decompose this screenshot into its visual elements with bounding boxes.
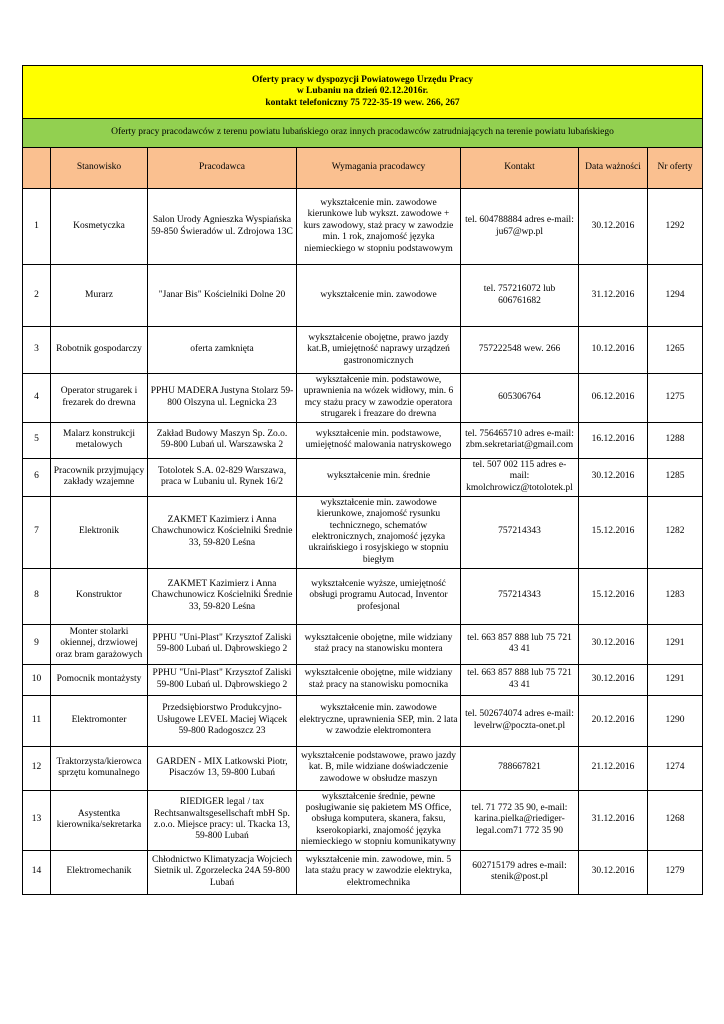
cell-kontakt: tel. 507 002 115 adres e-mail: kmolchrowicz@totolotek.pl: [461, 458, 579, 496]
cell-kontakt: tel. 604788884 adres e-mail: ju67@wp.pl: [461, 189, 579, 265]
cell-wymagania: wykształcenie min. podstawowe, uprawnienia na wózek widłowy, min. 6 mcy stażu pracy w zawodzie operatora strugarek i freazare do drewna: [297, 374, 461, 423]
cell-lp: 6: [23, 458, 51, 496]
column-header-wymagania: Wymagania pracodawcy: [297, 148, 461, 189]
cell-nr-oferty: 1274: [648, 746, 703, 790]
cell-stanowisko: Robotnik gospodarczy: [51, 327, 148, 374]
cell-stanowisko: Murarz: [51, 265, 148, 327]
cell-pracodawca: ZAKMET Kazimierz i Anna Chawchunowicz Kościelniki Średnie 33, 59-820 Leśna: [148, 496, 297, 568]
cell-pracodawca: Zakład Budowy Maszyn Sp. Zo.o. 59-800 Lubań ul. Warszawska 2: [148, 422, 297, 458]
cell-lp: 2: [23, 265, 51, 327]
cell-data-waznosci: 30.12.2016: [579, 664, 648, 695]
cell-stanowisko: Pomocnik montażysty: [51, 664, 148, 695]
cell-nr-oferty: 1294: [648, 265, 703, 327]
cell-nr-oferty: 1285: [648, 458, 703, 496]
cell-nr-oferty: 1275: [648, 374, 703, 423]
cell-pracodawca: RIEDIGER legal / tax Rechtsanwaltsgesellschaft mbH Sp. z.o.o. Miejsce pracy: ul. Tkacka 13, 59-800 Lubań: [148, 790, 297, 850]
table-row: [23, 422, 703, 458]
cell-stanowisko: Monter stolarki okiennej, drzwiowej oraz bram garażowych: [51, 624, 148, 664]
cell-data-waznosci: 06.12.2016: [579, 374, 648, 423]
cell-kontakt: 757222548 wew. 266: [461, 327, 579, 374]
cell-pracodawca: Totolotek S.A. 02-829 Warszawa, praca w Lubaniu ul. Rynek 16/2: [148, 458, 297, 496]
cell-data-waznosci: 31.12.2016: [579, 790, 648, 850]
cell-nr-oferty: 1292: [648, 189, 703, 265]
cell-lp: 14: [23, 850, 51, 894]
cell-lp: 11: [23, 695, 51, 746]
cell-wymagania: wykształcenie min. zawodowe elektryczne, uprawnienia SEP, min. 2 lata w zawodzie elektromontera: [297, 695, 461, 746]
cell-pracodawca: Salon Urody Agnieszka Wyspiańska 59-850 Świeradów ul. Zdrojowa 13C: [148, 189, 297, 265]
cell-stanowisko: Traktorzysta/kierowca sprzętu komunalnego: [51, 746, 148, 790]
cell-data-waznosci: 15.12.2016: [579, 568, 648, 624]
column-header-kontakt: Kontakt: [461, 148, 579, 189]
cell-nr-oferty: 1288: [648, 422, 703, 458]
cell-wymagania: wykształcenie podstawowe, prawo jazdy kat. B, mile widziane doświadczenie zawodowe w obsłudze maszyn: [297, 746, 461, 790]
cell-stanowisko: Kosmetyczka: [51, 189, 148, 265]
cell-lp: 8: [23, 568, 51, 624]
title-line-2: w Lubaniu na dzień 02.12.2016r.: [296, 86, 429, 97]
table-row: [23, 374, 703, 423]
table-row: [23, 327, 703, 374]
cell-data-waznosci: 30.12.2016: [579, 189, 648, 265]
title-line-1: Oferty pracy w dyspozycji Powiatowego Urzędu Pracy: [251, 74, 474, 85]
cell-data-waznosci: 31.12.2016: [579, 265, 648, 327]
cell-wymagania: wykształcenie min. zawodowe kierunkowe, znajomość rysunku technicznego, schematów elektronicznych, znajomość języka ukraińskiego i rosyjskiego w stopniu biegłym: [297, 496, 461, 568]
cell-lp: 5: [23, 422, 51, 458]
column-header-data: Data ważności: [579, 148, 648, 189]
cell-wymagania: wykształcenie obojętne, prawo jazdy kat.B, umiejętność naprawy urządzeń gastronomicznych: [297, 327, 461, 374]
document-title: [23, 66, 703, 119]
column-header-pracodawca: Pracodawca: [148, 148, 297, 189]
cell-wymagania: wykształcenie min. średnie: [297, 458, 461, 496]
cell-nr-oferty: 1265: [648, 327, 703, 374]
cell-lp: 7: [23, 496, 51, 568]
cell-data-waznosci: 30.12.2016: [579, 624, 648, 664]
column-header-lp: [23, 148, 51, 189]
cell-pracodawca: ZAKMET Kazimierz i Anna Chawchunowicz Kościelniki Średnie 33, 59-820 Leśna: [148, 568, 297, 624]
cell-kontakt: 605306764: [461, 374, 579, 423]
cell-nr-oferty: 1291: [648, 624, 703, 664]
cell-kontakt: 602715179 adres e-mail: stenik@post.pl: [461, 850, 579, 894]
cell-kontakt: tel. 663 857 888 lub 75 721 43 41: [461, 624, 579, 664]
table-row: [23, 664, 703, 695]
cell-nr-oferty: 1279: [648, 850, 703, 894]
cell-kontakt: tel. 502674074 adres e-mail: levelrw@poczta-onet.pl: [461, 695, 579, 746]
document-subtitle: Oferty pracy pracodawców z terenu powiatu lubańskiego oraz innych pracodawców zatrudniających na terenie powiatu lubańskiego: [23, 119, 703, 148]
cell-data-waznosci: 10.12.2016: [579, 327, 648, 374]
table-row: [23, 189, 703, 265]
cell-data-waznosci: 30.12.2016: [579, 458, 648, 496]
cell-lp: 12: [23, 746, 51, 790]
cell-lp: 10: [23, 664, 51, 695]
cell-wymagania: wykształcenie min. zawodowe kierunkowe lub wykszt. zawodowe + kurs zawodowy, staż pracy w zawodzie min. 1 rok, znajomość języka niemieckiego w stopniu podstawowym: [297, 189, 461, 265]
table-row: [23, 496, 703, 568]
column-header-stanowisko: Stanowisko: [51, 148, 148, 189]
cell-pracodawca: GARDEN - MIX Latkowski Piotr, Pisaczów 13, 59-800 Lubań: [148, 746, 297, 790]
cell-stanowisko: Pracownik przyjmujący zakłady wzajemne: [51, 458, 148, 496]
cell-nr-oferty: 1268: [648, 790, 703, 850]
cell-stanowisko: Asystentka kierownika/sekretarka: [51, 790, 148, 850]
cell-stanowisko: Konstruktor: [51, 568, 148, 624]
cell-stanowisko: Elektromonter: [51, 695, 148, 746]
table-row: [23, 850, 703, 894]
column-header-row: [23, 148, 703, 189]
table-row: [23, 624, 703, 664]
cell-wymagania: wykształcenie min. zawodowe: [297, 265, 461, 327]
cell-wymagania: wykształcenie obojętne, mile widziany staż pracy na stanowisku montera: [297, 624, 461, 664]
cell-pracodawca: "Janar Bis" Kościelniki Dolne 20: [148, 265, 297, 327]
cell-pracodawca: PPHU "Uni-Plast" Krzysztof Zaliski 59-800 Lubań ul. Dąbrowskiego 2: [148, 624, 297, 664]
cell-data-waznosci: 20.12.2016: [579, 695, 648, 746]
table-row: [23, 568, 703, 624]
subtitle-row: [23, 119, 703, 148]
cell-nr-oferty: 1282: [648, 496, 703, 568]
cell-lp: 13: [23, 790, 51, 850]
cell-stanowisko: Operator strugarek i frezarek do drewna: [51, 374, 148, 423]
column-header-nr: Nr oferty: [648, 148, 703, 189]
cell-lp: 9: [23, 624, 51, 664]
title-row: [23, 66, 703, 119]
table-row: [23, 458, 703, 496]
cell-kontakt: 757214343: [461, 496, 579, 568]
cell-kontakt: tel. 756465710 adres e-mail: zbm.sekretariat@gmail.com: [461, 422, 579, 458]
cell-pracodawca: oferta zamknięta: [148, 327, 297, 374]
cell-lp: 1: [23, 189, 51, 265]
cell-pracodawca: Chłodnictwo Klimatyzacja Wojciech Sietnik ul. Zgorzelecka 24A 59-800 Lubań: [148, 850, 297, 894]
cell-stanowisko: Elektromechanik: [51, 850, 148, 894]
cell-lp: 4: [23, 374, 51, 423]
cell-kontakt: tel. 71 772 35 90, e-mail: karina.pielka@riediger-legal.com71 772 35 90: [461, 790, 579, 850]
job-offers-sheet: [22, 65, 702, 895]
cell-data-waznosci: 16.12.2016: [579, 422, 648, 458]
cell-nr-oferty: 1290: [648, 695, 703, 746]
cell-wymagania: wykształcenie średnie, pewne posługiwanie się pakietem MS Office, obsługa komputera, skanera, faksu, kserokopiarki, znajomość języka niemieckiego w stopniu komunikatywny: [297, 790, 461, 850]
cell-stanowisko: Malarz konstrukcji metalowych: [51, 422, 148, 458]
cell-wymagania: wykształcenie min. zawodowe, min. 5 lata stażu pracy w zawodzie elektryka, elektromechnika: [297, 850, 461, 894]
cell-pracodawca: PPHU "Uni-Plast" Krzysztof Zaliski 59-800 Lubań ul. Dąbrowskiego 2: [148, 664, 297, 695]
cell-kontakt: 788667821: [461, 746, 579, 790]
cell-pracodawca: Przedsiębiorstwo Produkcyjno-Usługowe LEVEL Maciej Wiącek 59-800 Radogoszcz 23: [148, 695, 297, 746]
cell-data-waznosci: 30.12.2016: [579, 850, 648, 894]
table-row: [23, 746, 703, 790]
job-offers-table: [22, 65, 703, 895]
cell-wymagania: wykształcenie obojętne, mile widziany staż pracy na stanowisku pomocnika: [297, 664, 461, 695]
table-row: [23, 265, 703, 327]
cell-lp: 3: [23, 327, 51, 374]
cell-kontakt: tel. 757216072 lub 606761682: [461, 265, 579, 327]
title-line-3: kontakt telefoniczny 75 722-35-19 wew. 266, 267: [265, 97, 460, 108]
cell-kontakt: 757214343: [461, 568, 579, 624]
cell-data-waznosci: 21.12.2016: [579, 746, 648, 790]
cell-pracodawca: PPHU MADERA Justyna Stolarz 59-800 Olszyna ul. Legnicka 23: [148, 374, 297, 423]
cell-nr-oferty: 1291: [648, 664, 703, 695]
cell-data-waznosci: 15.12.2016: [579, 496, 648, 568]
cell-kontakt: tel. 663 857 888 lub 75 721 43 41: [461, 664, 579, 695]
cell-wymagania: wykształcenie wyższe, umiejętność obsługi programu Autocad, Inventor profesjonal: [297, 568, 461, 624]
cell-nr-oferty: 1283: [648, 568, 703, 624]
table-row: [23, 695, 703, 746]
table-row: [23, 790, 703, 850]
cell-wymagania: wykształcenie min. podstawowe, umiejętność malowania natryskowego: [297, 422, 461, 458]
cell-stanowisko: Elektronik: [51, 496, 148, 568]
